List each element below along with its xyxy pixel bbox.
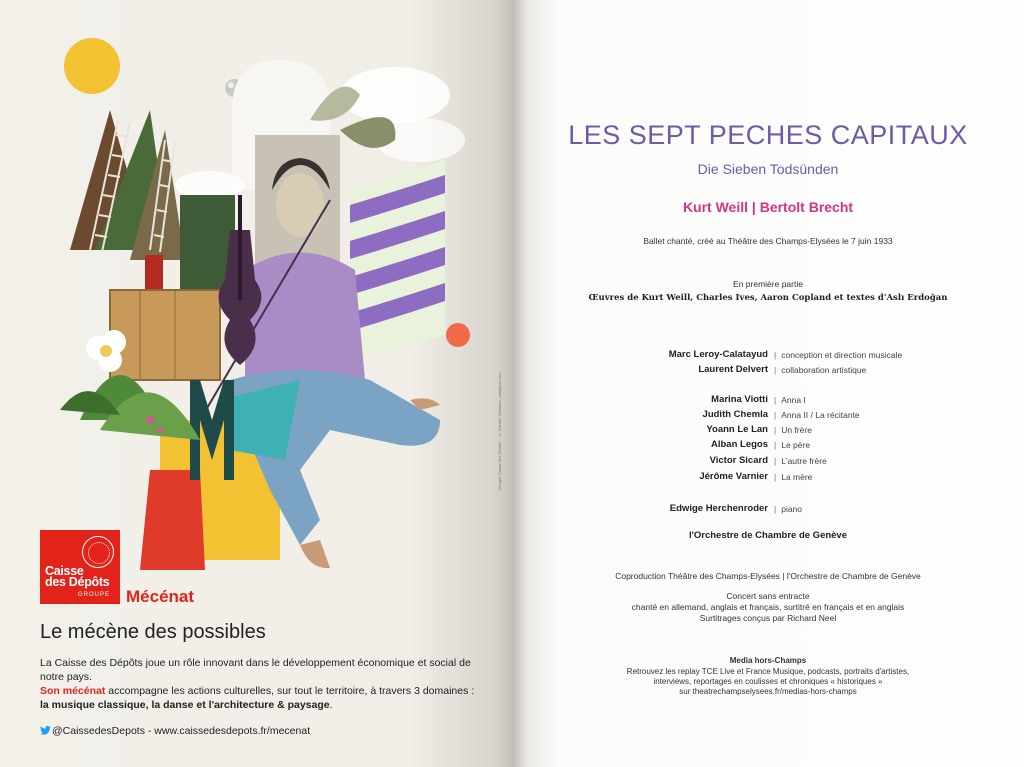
credit-role: | conception et direction musicale bbox=[774, 350, 902, 360]
twitter-bird-icon bbox=[40, 726, 51, 735]
programme-authors: Kurt Weill | Bertolt Brecht bbox=[682, 199, 854, 215]
credit-row bbox=[512, 394, 1024, 408]
credit-name: Victor Sicard bbox=[709, 455, 768, 466]
credit-name: Alban Legos bbox=[710, 439, 768, 450]
logo-wordmark: Caisse des Dépôts bbox=[45, 564, 110, 589]
credits-list bbox=[512, 0, 1024, 767]
photo-credit: Groupe Caisse des Dépôts – © Nazario Graziano, collagene.com bbox=[497, 372, 502, 490]
mecenat-label: Mécénat bbox=[126, 587, 195, 606]
media-hors-champs-text: Retrouvez les replay TCE Live et France Musique, podcasts, portraits d'artistes, interviews, reportages en coulisses et chroniques « historiques » sur theatrechampselysees.fr/medias-hors-champs bbox=[626, 667, 910, 696]
credit-role: | Anna II / La récitante bbox=[774, 410, 860, 420]
credit-row bbox=[512, 349, 1024, 363]
credit-row bbox=[512, 424, 1024, 438]
credit-row bbox=[512, 471, 1024, 485]
logo-groupe: GROUPE bbox=[78, 592, 111, 598]
credit-row bbox=[512, 409, 1024, 423]
credit-role: | Un frère bbox=[774, 425, 812, 435]
ad-tagline: Le mécène des possibles bbox=[40, 621, 266, 643]
credit-role: | L'autre frère bbox=[774, 456, 827, 466]
ad-body-text: La Caisse des Dépôts joue un rôle innovant dans le développement économique et social de notre pays. Son mécénat accompagne les actions culturelles, sur tout le territoire, à travers 3 domaines : la musique classique, la danse et l'architecture & paysage. bbox=[40, 657, 475, 711]
foot bbox=[300, 540, 330, 568]
credit-role: | La mère bbox=[774, 472, 812, 482]
ad-domains: la musique classique, la danse et l'architecture & paysage bbox=[40, 699, 330, 711]
credit-name: Laurent Delvert bbox=[698, 364, 768, 375]
credit-row bbox=[512, 364, 1024, 378]
concert-info: Concert sans entracte chanté en allemand, anglais et français, surtitré en français et en anglais Surtitrages conçus par Richard Neel bbox=[631, 591, 905, 623]
credit-role: | piano bbox=[774, 504, 802, 514]
seal-icon bbox=[82, 536, 114, 568]
credit-row bbox=[512, 439, 1024, 453]
purple-striped-flag bbox=[350, 160, 445, 360]
orchestra-name: l'Orchestre de Chambre de Genève bbox=[688, 530, 848, 541]
ad-social-text: @CaissedesDepots - www.caissedesdepots.fr/mecenat bbox=[52, 725, 311, 737]
credit-name: Edwige Herchenroder bbox=[669, 503, 768, 514]
credit-name: Yoann Le Lan bbox=[706, 424, 768, 435]
orange-dot bbox=[446, 323, 470, 347]
premiere-intro: En première partie bbox=[733, 279, 803, 289]
ad-mecenat-bold: Son mécénat bbox=[40, 685, 106, 697]
ballet-info: Ballet chanté, créé au Théâtre des Champs-Elysées le 7 juin 1933 bbox=[643, 236, 893, 246]
wooden-crate bbox=[110, 290, 220, 380]
credit-name: Marc Leroy-Calatayud bbox=[668, 349, 768, 360]
purple-body bbox=[245, 253, 365, 381]
credit-role: | collaboration artistique bbox=[774, 365, 866, 375]
credit-name: Marina Viotti bbox=[711, 394, 768, 405]
media-hors-champs-title: Media hors-Champs bbox=[729, 656, 807, 665]
credit-row bbox=[512, 455, 1024, 469]
red-dress bbox=[140, 470, 205, 570]
ad-body-line2: accompagne les actions culturelles, sur tout le territoire, à travers 3 domaines : bbox=[105, 685, 475, 697]
white-flower bbox=[86, 330, 126, 372]
cloud-small bbox=[175, 171, 245, 199]
credit-name: Judith Chemla bbox=[702, 409, 768, 420]
caisse-des-depots-logo bbox=[40, 530, 120, 604]
collage-illustration bbox=[0, 0, 512, 600]
coproduction-line: Coproduction Théâtre des Champs-Elysées | l'Orchestre de Chambre de Genève bbox=[615, 571, 921, 581]
credit-role: | Le père bbox=[774, 440, 810, 450]
premiere-works: Œuvres de Kurt Weill, Charles Ives, Aaron Copland et textes d'Aslı Erdoğan bbox=[588, 293, 948, 303]
credit-name: Jérôme Varnier bbox=[699, 471, 768, 482]
ad-social-line bbox=[40, 725, 310, 737]
ad-body-line1: La Caisse des Dépôts joue un rôle innovant dans le développement économique et social de notre pays. bbox=[40, 657, 471, 683]
credit-role: | Anna I bbox=[774, 395, 806, 405]
yellow-sun-circle bbox=[64, 38, 120, 94]
programme-title: LES SEPT PECHES CAPITAUX bbox=[568, 120, 968, 150]
programme-subtitle: Die Sieben Todsünden bbox=[697, 161, 839, 177]
pink-flower bbox=[146, 416, 154, 424]
credit-row bbox=[512, 503, 1024, 517]
right-page-programme bbox=[512, 0, 1024, 767]
plants bbox=[60, 375, 200, 440]
portrait-face bbox=[276, 173, 324, 237]
